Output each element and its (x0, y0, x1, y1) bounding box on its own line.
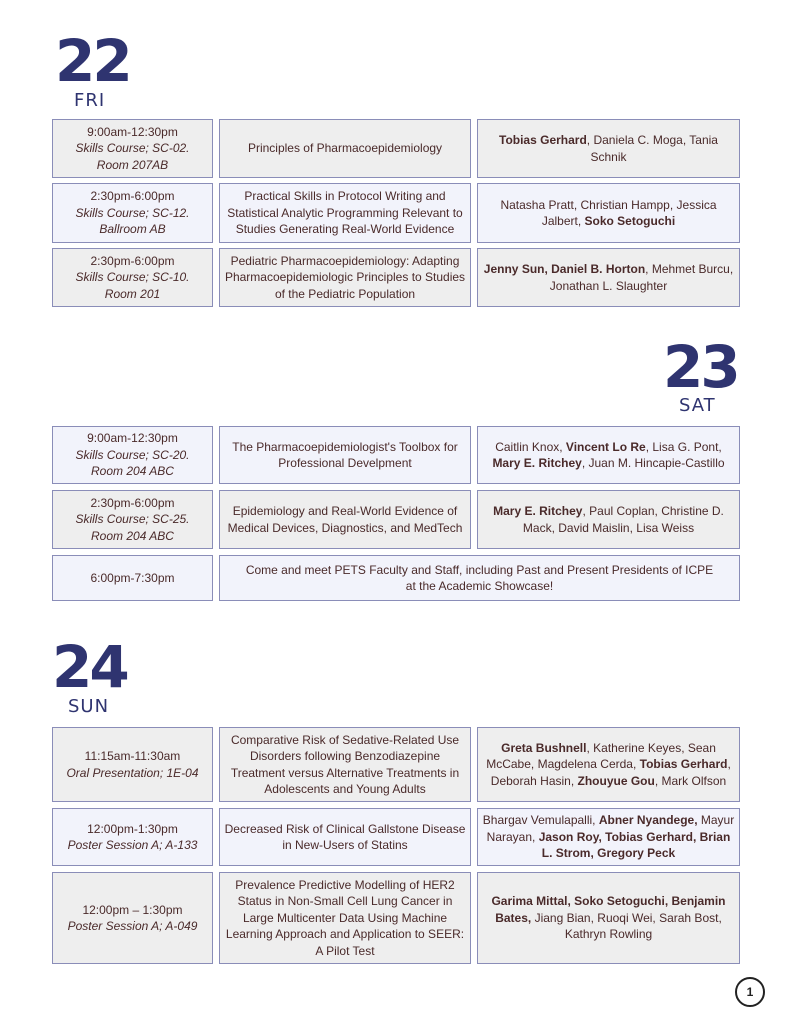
session-people-cell (477, 426, 740, 484)
session-title-cell (219, 490, 471, 549)
session-title-cell (219, 808, 471, 866)
person-bold: Jenny Sun, Daniel B. Horton (483, 262, 646, 276)
session-row (52, 248, 740, 307)
session-people-cell (477, 727, 740, 802)
session-type: Skills Course; SC-02. (75, 141, 190, 156)
session-time: 2:30pm-6:00pm (90, 495, 175, 510)
session-title-cell (219, 183, 471, 243)
session-row (52, 872, 740, 964)
session-type: Poster Session A; A-133 (67, 838, 198, 852)
person-bold: Greta Bushnell (501, 740, 587, 755)
session-title: Epidemiology and Real-World Evidence of Medical Devices, Diagnostics, and MedTech (227, 504, 463, 535)
session-title-cell (219, 555, 740, 601)
person-list: Jiang Bian, Ruoqi Wei, Sarah Bost, Kathryn Rowling (531, 910, 722, 942)
person-bold: Mary E. Ritchey (492, 456, 582, 470)
person-list: , Mark Olfson (654, 773, 727, 788)
session-title: Practical Skills in Protocol Writing and Statistical Analytic Programming Relevant to Studies Generating Real-World Evidence (227, 189, 463, 237)
person-list: Mayur Narayan, (486, 813, 735, 844)
session-row (52, 119, 740, 178)
session-type: Skills Course; SC-20. (75, 447, 190, 462)
person-list: , Mehmet Burcu, Jonathan L. Slaughter (549, 262, 734, 293)
session-title: The Pharmacoepidemiologist's Toolbox for Professional Develpment (232, 439, 458, 470)
session-title: Prevalence Predictive Modelling of HER2 Status in Non-Small Cell Lung Cancer in Large Multicenter Data Using Machine Learning Approach and Application to SEER: A Pilot Test (225, 877, 465, 958)
session-time-cell (52, 248, 213, 307)
session-title-cell (219, 426, 471, 484)
day-number-sun: 24 (52, 633, 127, 701)
session-people-cell (477, 490, 740, 549)
person-bold: Abner Nyandege, (598, 813, 698, 828)
person-bold: Garima Mittal, Soko Setoguchi, Benjamin Bates, (491, 894, 726, 925)
session-type: Skills Course; SC-12. (75, 205, 190, 220)
session-time: 12:00pm – 1:30pm (82, 902, 183, 917)
person-bold: Soko Setoguchi (584, 214, 676, 228)
person-bold: Vincent Lo Re (565, 439, 646, 454)
session-people-cell (477, 248, 740, 307)
session-row (52, 727, 740, 802)
session-type: Oral Presentation; 1E-04 (66, 765, 199, 780)
session-title-cell (219, 872, 471, 964)
session-room: Room 204 ABC (91, 464, 174, 479)
session-time: 2:30pm-6:00pm (90, 253, 175, 268)
day-name-sun: SUN (68, 696, 110, 717)
session-title-cell (219, 248, 471, 307)
session-title-cell (219, 119, 471, 178)
day-number-fri: 22 (55, 27, 130, 95)
session-title: Decreased Risk of Clinical Gallstone Disease in New-Users of Statins (224, 821, 466, 852)
day-number-sat: 23 (663, 333, 738, 401)
session-time: 6:00pm-7:30pm (90, 570, 175, 585)
session-room: Room 207AB (96, 157, 169, 172)
session-row (52, 183, 740, 243)
session-time: 9:00am-12:30pm (87, 124, 178, 139)
person-list: , Juan M. Hincapie-Castillo (581, 456, 725, 470)
person-bold: Mary E. Ritchey (493, 504, 583, 518)
session-type: Skills Course; SC-10. (75, 270, 190, 285)
session-time: 9:00am-12:30pm (87, 431, 178, 446)
person-list: Bhargav Vemulapalli, (482, 813, 599, 828)
person-list: , Lisa G. Pont, (645, 439, 722, 454)
session-people-cell (477, 183, 740, 243)
person-list: Caitlin Knox, (495, 439, 566, 454)
person-bold: Jason Roy, Tobias Gerhard, Brian L. Strom, Gregory Peck (538, 829, 731, 861)
session-type: Skills Course; SC-25. (75, 512, 190, 527)
person-bold: Tobias Gerhard (639, 757, 728, 772)
person-bold: Zhouyue Gou (577, 773, 655, 788)
session-time-cell (52, 426, 213, 484)
session-people-cell (477, 119, 740, 178)
person-list: , Daniela C. Moga, Tania Schnik (586, 133, 718, 164)
session-room: Room 204 ABC (91, 528, 174, 543)
session-title: Comparative Risk of Sedative-Related Use Disorders following Benzodiazepine Treatment versus Alternative Treatments in Adolescents and Young Adults (230, 732, 460, 796)
session-people-cell (477, 808, 740, 866)
session-people-cell (477, 872, 740, 964)
session-time-cell (52, 808, 213, 866)
person-bold: Tobias Gerhard (499, 133, 587, 147)
session-room: Ballroom AB (99, 222, 166, 237)
session-room: Room 201 (104, 286, 161, 301)
session-time: 12:00pm-1:30pm (87, 821, 178, 836)
session-type: Poster Session A; A-049 (67, 919, 198, 933)
session-time-cell (52, 872, 213, 964)
session-row (52, 426, 740, 484)
session-row (52, 808, 740, 866)
session-time-cell (52, 727, 213, 802)
person-list: Natasha Pratt, Christian Hampp, Jessica Jalbert, (500, 197, 717, 228)
session-title: Principles of Pharmacoepidemiology (247, 141, 443, 156)
session-time-cell (52, 119, 213, 178)
person-list: , Deborah Hasin, (490, 757, 731, 788)
session-title: Come and meet PETS Faculty and Staff, including Past and Present Presidents of ICPE at the Academic Showcase! (245, 562, 714, 593)
day-name-sat: SAT (679, 395, 716, 416)
session-time-cell (52, 183, 213, 243)
session-time: 11:15am-11:30am (84, 749, 181, 763)
person-list: , Katherine Keyes, Sean McCabe, Magdelena Cerda, (486, 740, 716, 772)
session-time-cell (52, 490, 213, 549)
session-row (52, 490, 740, 549)
person-list: , Paul Coplan, Christine D. Mack, David Maislin, Lisa Weiss (522, 504, 724, 535)
session-title-cell (219, 727, 471, 802)
session-title: Pediatric Pharmacoepidemiology: Adapting Pharmacoepidemiologic Principles to Studies of the Pediatric Population (224, 253, 466, 301)
page-number: 1 (735, 977, 765, 1007)
session-time: 2:30pm-6:00pm (90, 189, 175, 204)
day-name-fri: FRI (74, 90, 106, 111)
session-row (52, 555, 740, 601)
session-time-cell (52, 555, 213, 601)
